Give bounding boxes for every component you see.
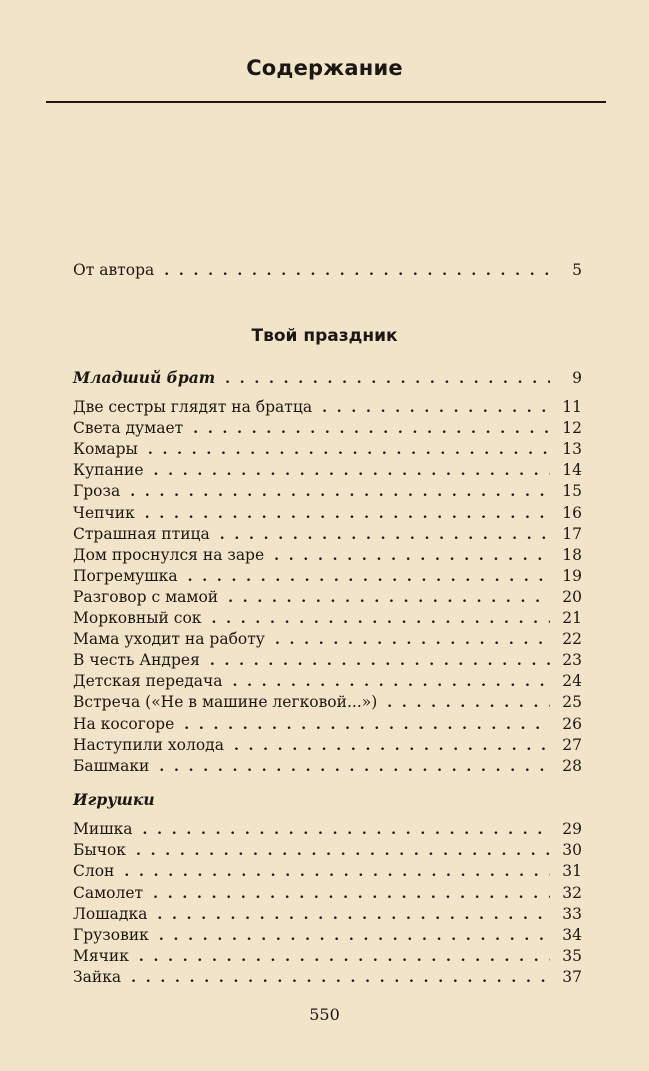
toc-entry-title: Чепчик	[73, 503, 135, 522]
page-number: 550	[309, 1005, 340, 1024]
toc-entry	[73, 586, 582, 608]
toc-entry-page: 28	[562, 756, 582, 775]
toc-entry-title: Купание	[73, 461, 144, 480]
toc-entry	[73, 438, 582, 460]
toc-entry-title: Света думает	[73, 419, 184, 438]
toc-entry-title: Мячик	[73, 947, 129, 966]
toc-entry-page: 27	[562, 735, 582, 754]
dot-leader	[188, 566, 550, 588]
toc-entry-page: 26	[562, 714, 582, 733]
toc-entry-title: Наступили холода	[73, 735, 224, 754]
dot-leader	[131, 967, 550, 989]
dot-leader	[164, 260, 550, 282]
dot-leader	[322, 397, 550, 419]
toc-entry-title: Две сестры глядят на братца	[73, 398, 313, 416]
dot-leader	[387, 692, 550, 714]
toc-entry	[73, 818, 582, 840]
toc-group-page: 9	[572, 369, 582, 387]
toc-entry	[73, 670, 582, 692]
toc-entry-title: Лошадка	[73, 904, 148, 923]
toc-entry	[73, 839, 582, 861]
dot-leader	[274, 545, 550, 567]
toc-entry-title: Детская передача	[73, 672, 223, 691]
dot-leader	[234, 735, 550, 757]
toc-entry-title: Бычок	[73, 841, 126, 860]
dot-leader	[143, 819, 550, 841]
toc-entry-page: 13	[562, 440, 582, 459]
section-title: Твой праздник	[251, 326, 398, 346]
toc-entry-page: 24	[562, 672, 582, 691]
toc-entry-page: 14	[562, 461, 582, 480]
dot-leader	[148, 439, 550, 461]
page-title: Содержание	[246, 56, 403, 80]
toc-entry-title: В честь Андрея	[73, 651, 200, 670]
toc-entry-title: Мама уходит на работу	[73, 630, 265, 649]
dot-leader	[225, 368, 550, 390]
title-rule	[46, 101, 606, 103]
toc-entry	[73, 966, 582, 988]
toc-entry-page: 33	[562, 904, 582, 923]
dot-leader	[193, 418, 550, 440]
toc-entry	[73, 882, 582, 904]
dot-leader	[159, 756, 550, 778]
toc-entry-page: 23	[562, 651, 582, 670]
toc-entry-page: 5	[572, 261, 582, 279]
dot-leader	[124, 861, 550, 883]
toc-entry-page: 35	[562, 947, 582, 966]
toc-group-heading-toys: Игрушки	[73, 790, 155, 809]
toc-entry-page: 25	[562, 693, 582, 712]
dot-leader	[228, 587, 550, 609]
toc-entry-title: Самолет	[73, 883, 144, 902]
toc-entry	[73, 713, 582, 735]
toc-group-title: Младший брат	[73, 368, 216, 387]
dot-leader	[275, 629, 550, 651]
dot-leader	[154, 460, 550, 482]
dot-leader	[233, 671, 550, 693]
toc-entry	[73, 649, 582, 671]
toc-entry-title: Морковный сок	[73, 609, 202, 627]
toc-entry-page: 30	[562, 841, 582, 860]
dot-leader	[159, 925, 550, 947]
dot-leader	[212, 608, 551, 630]
toc-entry-title: Зайка	[73, 968, 122, 987]
toc-entry	[73, 691, 582, 713]
toc-entry	[73, 755, 582, 777]
toc-entry	[73, 396, 582, 418]
toc-entry-page: 16	[562, 503, 582, 522]
toc-entry-page: 17	[562, 524, 582, 543]
toc-entry-page: 22	[562, 630, 582, 649]
toc-entry-page: 11	[562, 398, 582, 416]
toc-entry	[73, 565, 582, 587]
toc-entry-page: 18	[562, 545, 582, 564]
toc-entry-title: Мишка	[73, 820, 133, 838]
toc-entry	[73, 523, 582, 545]
toc-entry	[73, 628, 582, 650]
toc-entry-page: 31	[562, 862, 582, 881]
toc-entry-title: Разговор с мамой	[73, 587, 219, 606]
toc-entry-page: 21	[562, 609, 582, 627]
toc-entry	[73, 459, 582, 481]
toc-entry-title: Комары	[73, 440, 138, 459]
toc-entry	[73, 860, 582, 882]
toc-entry-title: От автора	[73, 261, 155, 279]
toc-group-heading	[73, 367, 582, 389]
dot-leader	[130, 481, 550, 503]
toc-entry-intro	[73, 259, 582, 281]
toc-entry-title: Грузовик	[73, 926, 149, 944]
toc-entry-title: Гроза	[73, 482, 121, 501]
toc-entry-title: Встреча («Не в машине легковой...»)	[73, 693, 378, 712]
toc-entry	[73, 903, 582, 925]
toc-entry	[73, 607, 582, 629]
toc-entry-title: Слон	[73, 862, 115, 881]
toc-entry	[73, 734, 582, 756]
dot-leader	[157, 904, 550, 926]
toc-entry	[73, 544, 582, 566]
toc-entry-page: 37	[562, 968, 582, 987]
dot-leader	[220, 524, 550, 546]
toc-entry-page: 20	[562, 587, 582, 606]
toc-entry-title: Погремушка	[73, 566, 178, 585]
toc-entry	[73, 502, 582, 524]
toc-entry	[73, 480, 582, 502]
dot-leader	[136, 840, 550, 862]
toc-entry-page: 12	[562, 419, 582, 438]
dot-leader	[184, 714, 550, 736]
toc-entry-page: 34	[562, 926, 582, 944]
toc-entry-title: Дом проснулся на заре	[73, 545, 265, 564]
toc-entry	[73, 924, 582, 946]
toc-entry-title: На косогоре	[73, 714, 175, 733]
toc-entry	[73, 417, 582, 439]
toc-entry-page: 29	[562, 820, 582, 838]
toc-entry-page: 19	[562, 566, 582, 585]
dot-leader	[139, 946, 550, 968]
dot-leader	[210, 650, 550, 672]
dot-leader	[145, 503, 550, 525]
toc-entry-title: Страшная птица	[73, 524, 210, 543]
toc-entry-page: 32	[562, 883, 582, 902]
toc-entry-page: 15	[562, 482, 582, 501]
dot-leader	[153, 883, 550, 905]
toc-entry-title: Башмаки	[73, 756, 150, 775]
toc-entry	[73, 945, 582, 967]
